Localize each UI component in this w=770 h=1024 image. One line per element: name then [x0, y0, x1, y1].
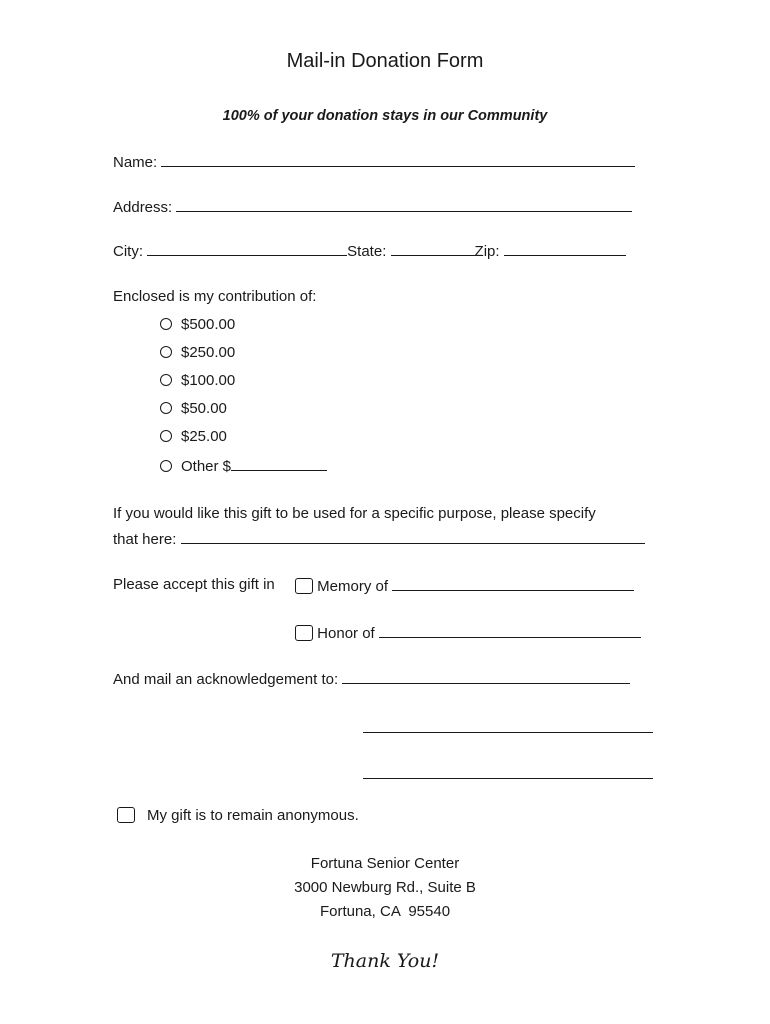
state-label: State: — [347, 243, 387, 260]
address-row — [113, 197, 632, 216]
option-50[interactable] — [160, 400, 227, 417]
radio-icon[interactable] — [160, 430, 172, 442]
acknowledge-field-3[interactable] — [363, 762, 653, 779]
option-label: $50.00 — [181, 400, 227, 417]
option-label: Other $ — [181, 458, 232, 475]
purpose-row — [113, 529, 645, 548]
radio-icon[interactable] — [160, 402, 172, 414]
radio-icon[interactable] — [160, 346, 172, 358]
acknowledge-row — [113, 669, 630, 688]
zip-label: Zip: — [474, 243, 500, 260]
memory-checkbox[interactable] — [295, 578, 313, 594]
org-name: Fortuna Senior Center — [310, 855, 460, 872]
purpose-field[interactable] — [181, 529, 645, 544]
anonymous-label: My gift is to remain anonymous. — [147, 807, 359, 824]
other-amount-field[interactable] — [231, 456, 327, 471]
honor-field[interactable] — [379, 623, 641, 638]
org-street: 3000 Newburg Rd., Suite B — [294, 879, 476, 896]
option-other[interactable] — [160, 456, 327, 475]
name-label: Name: — [113, 154, 158, 171]
honor-checkbox[interactable] — [295, 625, 313, 641]
option-500[interactable] — [160, 316, 235, 333]
option-label: $500.00 — [181, 316, 236, 333]
state-field[interactable] — [391, 241, 475, 256]
zip-field[interactable] — [504, 241, 626, 256]
thank-you-text: Thank You! — [330, 950, 440, 972]
address-field[interactable] — [176, 197, 632, 212]
name-field[interactable] — [161, 152, 635, 167]
acknowledge-field-1[interactable] — [342, 669, 630, 684]
purpose-text: If you would like this gift to be used for a specific purpose, please specify — [113, 505, 596, 522]
option-25[interactable] — [160, 428, 227, 445]
option-label: $250.00 — [181, 344, 236, 361]
anonymous-row — [117, 807, 359, 824]
form-subtitle: 100% of your donation stays in our Community — [222, 108, 548, 124]
memory-row — [295, 576, 634, 595]
option-250[interactable] — [160, 344, 235, 361]
honor-label: Honor of — [317, 625, 375, 642]
purpose-label: that here: — [113, 531, 177, 548]
city-label: City: — [113, 243, 143, 260]
radio-icon[interactable] — [160, 374, 172, 386]
acknowledge-label: And mail an acknowledgement to: — [113, 671, 339, 688]
acknowledge-field-2[interactable] — [363, 716, 653, 733]
form-title: Mail-in Donation Form — [286, 50, 484, 72]
accept-label: Please accept this gift in — [113, 576, 275, 593]
address-label: Address: — [113, 199, 173, 216]
honor-row — [295, 623, 641, 642]
memory-field[interactable] — [392, 576, 634, 591]
radio-icon[interactable] — [160, 318, 172, 330]
city-state-zip-row — [113, 241, 626, 260]
city-field[interactable] — [147, 241, 347, 256]
option-100[interactable] — [160, 372, 235, 389]
contribution-label: Enclosed is my contribution of: — [113, 288, 317, 305]
radio-icon[interactable] — [160, 460, 172, 472]
org-city-state-zip: Fortuna, CA 95540 — [319, 903, 451, 920]
memory-label: Memory of — [317, 578, 389, 595]
anonymous-checkbox[interactable] — [117, 807, 135, 823]
option-label: $25.00 — [181, 428, 227, 445]
name-row — [113, 152, 635, 171]
option-label: $100.00 — [181, 372, 236, 389]
